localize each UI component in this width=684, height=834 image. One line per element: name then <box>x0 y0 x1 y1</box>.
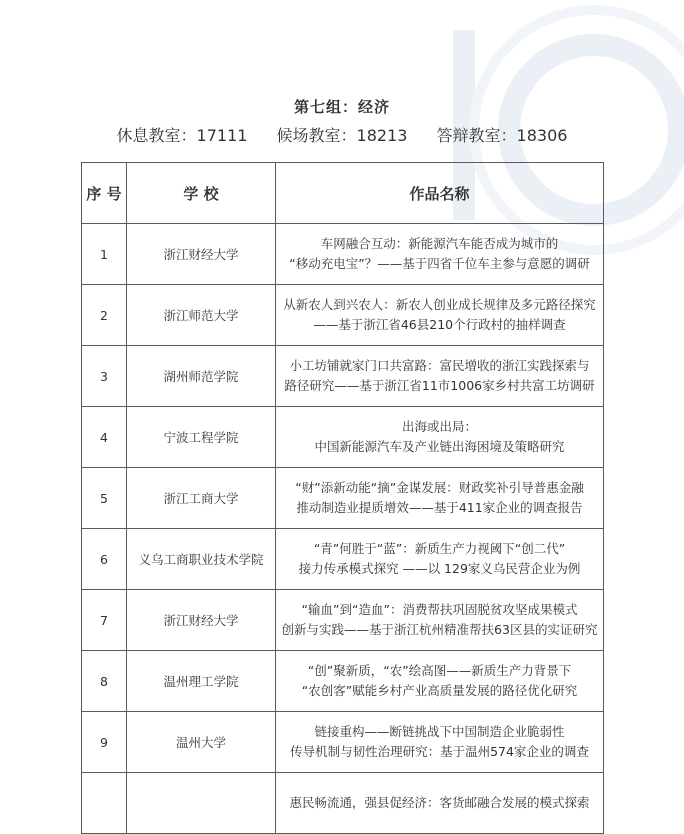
table-row <box>82 651 604 712</box>
row-no: 1 <box>82 224 127 285</box>
row-work <box>276 712 604 773</box>
header-work: 作品名称 <box>276 163 604 224</box>
row-school: 温州大学 <box>127 712 276 773</box>
row-work <box>276 651 604 712</box>
work-line-2: “移动充电宝”？——基于四省千位车主参与意愿的调研 <box>289 256 590 271</box>
row-school: 浙江师范大学 <box>127 285 276 346</box>
row-school: 义乌工商职业技术学院 <box>127 529 276 590</box>
work-line-1: “财”添新动能“摘”金谋发展：财政奖补引导普惠金融 <box>295 480 584 495</box>
table-row <box>82 712 604 773</box>
work-line-2: 推动制造业提质增效——基于411家企业的调查报告 <box>296 500 583 515</box>
work-line-2: 传导机制与韧性治理研究：基于温州574家企业的调查 <box>290 744 589 759</box>
row-no: 3 <box>82 346 127 407</box>
work-line-2: 中国新能源汽车及产业链出海困境及策略研究 <box>314 439 565 454</box>
rest-room: 休息教室：17111 <box>116 126 248 145</box>
table-row <box>82 224 604 285</box>
row-school <box>127 773 276 834</box>
row-no: 6 <box>82 529 127 590</box>
work-line-2: 路径研究——基于浙江省11市1006家乡村共富工坊调研 <box>284 378 595 393</box>
table-header-row <box>82 163 604 224</box>
work-line-2: ——基于浙江省46县210个行政村的抽样调查 <box>313 317 566 332</box>
table-row <box>82 346 604 407</box>
defense-room: 答辩教室：18306 <box>436 126 568 145</box>
work-line-1: “青”何胜于“蓝”：新质生产力视阈下“创二代” <box>313 541 566 556</box>
row-no: 9 <box>82 712 127 773</box>
row-work <box>276 590 604 651</box>
header-no: 序 号 <box>82 163 127 224</box>
work-line-1: 小工坊铺就家门口共富路：富民增收的浙江实践探索与 <box>289 358 590 373</box>
row-work <box>276 285 604 346</box>
row-school: 浙江财经大学 <box>127 224 276 285</box>
row-work <box>276 224 604 285</box>
room-info <box>0 123 684 146</box>
row-no: 5 <box>82 468 127 529</box>
table-row <box>82 285 604 346</box>
row-work <box>276 407 604 468</box>
table-row <box>82 468 604 529</box>
header-school: 学 校 <box>127 163 276 224</box>
work-line-2: 接力传承模式探究 ——以 129家义乌民营企业为例 <box>298 561 581 576</box>
works-table <box>81 162 604 834</box>
row-work <box>276 468 604 529</box>
group-title: 第七组：经济 <box>293 98 390 116</box>
table-row <box>82 529 604 590</box>
table-row <box>82 590 604 651</box>
table-row <box>82 773 604 834</box>
row-no: 4 <box>82 407 127 468</box>
row-school: 浙江工商大学 <box>127 468 276 529</box>
row-work <box>276 529 604 590</box>
row-work <box>276 346 604 407</box>
row-no: 7 <box>82 590 127 651</box>
row-no <box>82 773 127 834</box>
row-school: 湖州师范学院 <box>127 346 276 407</box>
row-school: 宁波工程学院 <box>127 407 276 468</box>
work-line-1: 从新农人到兴农人：新农人创业成长规律及多元路径探究 <box>283 297 596 312</box>
work-line-2: “农创客”赋能乡村产业高质量发展的路径优化研究 <box>301 683 578 698</box>
work-line-1: 惠民畅流通，强县促经济：客货邮融合发展的模式探索 <box>289 795 590 810</box>
wait-room: 候场教室：18213 <box>276 126 408 145</box>
row-no: 2 <box>82 285 127 346</box>
work-line-1: 出海或出局： <box>401 419 477 434</box>
work-line-1: 车网融合互动：新能源汽车能否成为城市的 <box>320 236 559 251</box>
row-work <box>276 773 604 834</box>
work-line-1: “创”聚新质，“农”绘高图——新质生产力背景下 <box>307 663 572 678</box>
work-line-1: 链接重构——断链挑战下中国制造企业脆弱性 <box>314 724 565 739</box>
work-line-2: 创新与实践——基于浙江杭州精准帮扶63区县的实证研究 <box>281 622 598 637</box>
row-school: 温州理工学院 <box>127 651 276 712</box>
group-header <box>0 96 684 146</box>
row-no: 8 <box>82 651 127 712</box>
work-line-1: “输血”到“造血”：消费帮扶巩固脱贫攻坚成果模式 <box>301 602 578 617</box>
table-row <box>82 407 604 468</box>
row-school: 浙江财经大学 <box>127 590 276 651</box>
